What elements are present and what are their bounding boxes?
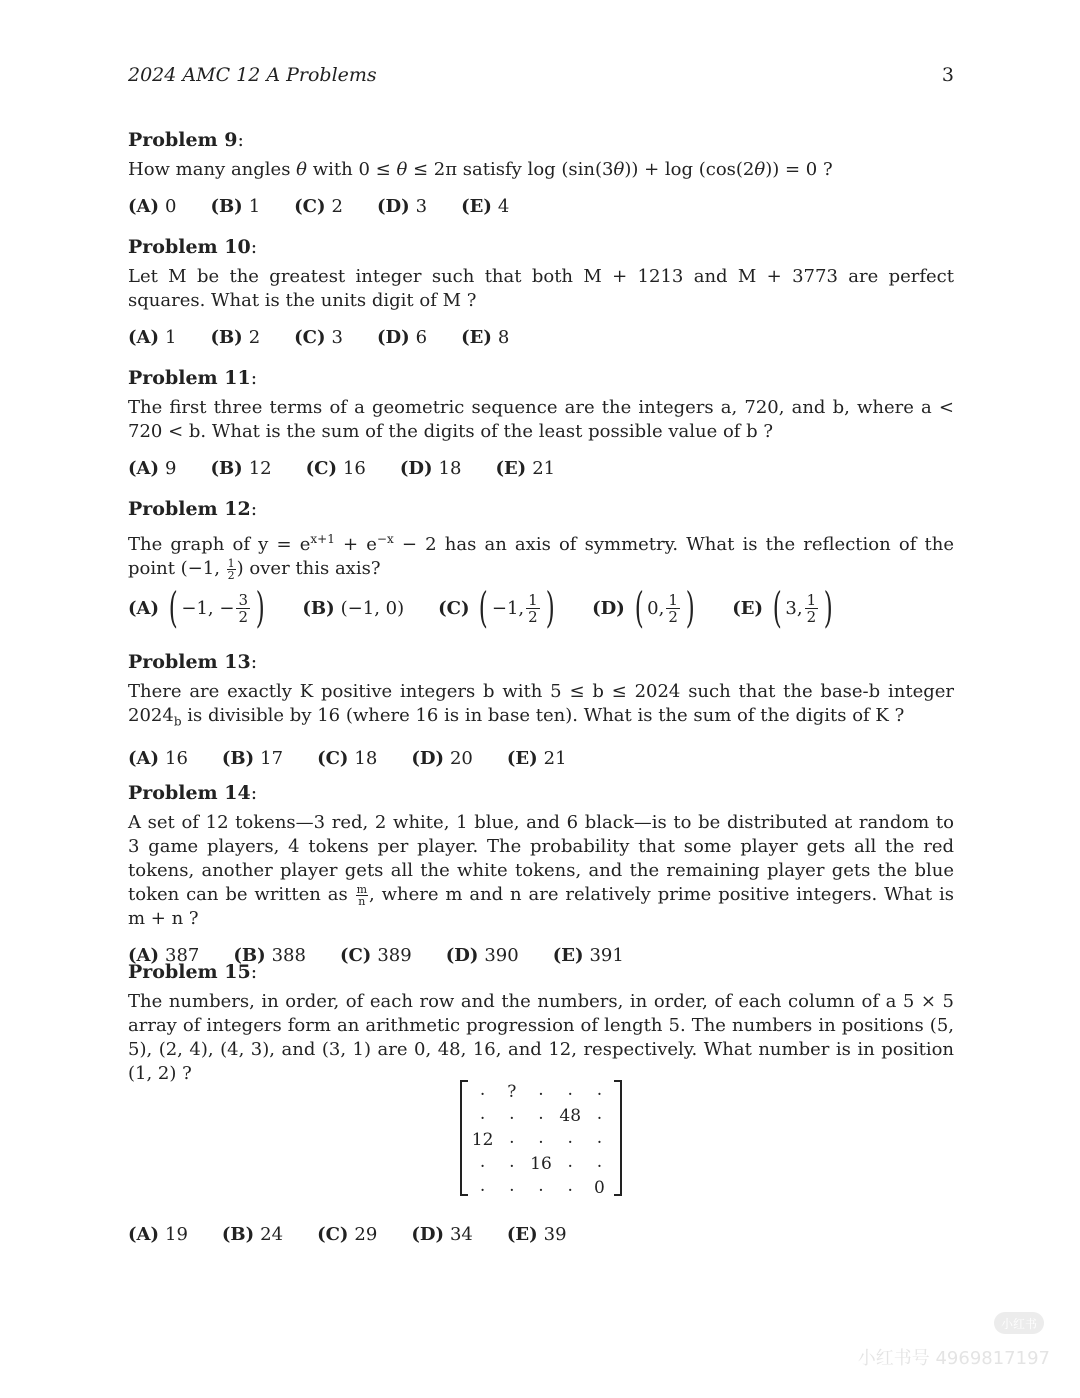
- choice-e: (E) 4: [461, 196, 510, 217]
- answer-choices: [128, 196, 954, 217]
- problem-text: The first three terms of a geometric sequence are the integers a, 720, and b, where a < 720 < b. What is the sum of the digits of the least possible value of b ?: [128, 397, 954, 442]
- answer-choices: [128, 327, 954, 348]
- document-title: 2024 AMC 12 A Problems: [128, 64, 377, 86]
- page-number: 3: [941, 64, 954, 86]
- matrix-cell: .: [479, 1152, 486, 1172]
- problem-9: [128, 128, 954, 217]
- matrix-cell: 0: [593, 1178, 605, 1198]
- answer-choices: [128, 583, 954, 632]
- choice-a: (A) 19: [128, 1224, 188, 1245]
- choice-e: (E) 391: [552, 945, 624, 966]
- problem-title: Problem 14:: [128, 782, 258, 804]
- matrix-cell: .: [538, 1104, 544, 1124]
- page-header: [128, 64, 954, 86]
- answer-choices: [128, 748, 954, 769]
- choice-e: (E) 8: [461, 327, 510, 348]
- choice-a: (A) 1: [128, 327, 177, 348]
- matrix-cell: 16: [530, 1154, 552, 1174]
- choice-b: (B) 388: [233, 945, 306, 966]
- choice-b: (B) 12: [210, 458, 272, 479]
- choice-d: (D) 18: [399, 458, 462, 479]
- matrix-cell: .: [509, 1128, 515, 1148]
- problem-10: [128, 235, 954, 348]
- matrix-cell: .: [567, 1152, 573, 1172]
- matrix-cell: .: [509, 1152, 515, 1172]
- problem-14: [128, 781, 954, 966]
- matrix-cell: .: [538, 1176, 544, 1196]
- matrix-cell: .: [567, 1128, 573, 1148]
- problem-13: [128, 650, 954, 769]
- choice-e: (E) 21: [506, 747, 567, 769]
- choice-d: (D) 6: [376, 327, 428, 348]
- matrix-cell: 48: [559, 1106, 582, 1126]
- choice-d: (D) ( 0, $\frac{1}{2}$ ): [592, 583, 695, 632]
- problem-11: [128, 366, 954, 479]
- choice-c: (C) ( −1, $\frac{1}{2}$ ): [438, 583, 555, 632]
- matrix-cell: 12: [471, 1130, 494, 1150]
- matrix-cell: .: [596, 1128, 603, 1148]
- choice-c: (C) 389: [339, 945, 412, 966]
- matrix-cell: .: [596, 1080, 603, 1100]
- problem-title: Problem 9:: [128, 129, 244, 151]
- matrix-cell: .: [538, 1080, 544, 1100]
- choice-d: (D) 20: [411, 747, 473, 769]
- answer-choices: [128, 458, 954, 479]
- matrix-cell: .: [479, 1104, 486, 1124]
- matrix-cell: .: [509, 1104, 515, 1124]
- matrix-cell: ?: [507, 1082, 517, 1102]
- problem-text: Let M be the greatest integer such that both M + 1213 and M + 3773 are perfect squares. What is the units digit of M ?: [128, 266, 954, 311]
- choice-b: (B) 1: [210, 196, 261, 217]
- choice-c: (C) 18: [317, 747, 378, 769]
- choice-a: (A) 387: [128, 945, 200, 966]
- choice-c: (C) 29: [317, 1224, 378, 1245]
- choice-e: (E) 21: [495, 458, 556, 479]
- matrix-cell: .: [479, 1080, 486, 1100]
- choice-d: (D) 390: [445, 945, 519, 966]
- choice-b: (B) 2: [210, 327, 261, 348]
- watermark-text: 小红书号 4969817197: [857, 1348, 1050, 1369]
- choice-d: (D) 34: [411, 1224, 473, 1245]
- choice-b: (B) 17: [221, 747, 284, 769]
- choice-a: (A) 16: [128, 747, 188, 769]
- problem-12: [128, 497, 954, 632]
- problem-text: There are exactly K positive integers b with 5 ≤ b ≤ 2024 such that the base-b integer $2024_b$ is divisible by 16 (where 16 is in base ten). What is the sum of the digits of K ?: [128, 681, 954, 729]
- matrix-cell: .: [509, 1176, 515, 1196]
- choice-d: (D) 3: [376, 196, 428, 217]
- problem-title: Problem 13:: [128, 651, 258, 673]
- problem-text: The graph of $y = e^{x+1} + e^{-x} - 2$ has an axis of symmetry. What is the reflection of the point (−1, $\frac{1}{2}$ ) over this axis?: [128, 532, 954, 582]
- choice-e: (E) ( 3, $\frac{1}{2}$ ): [732, 583, 833, 632]
- problem-title: Problem 11:: [128, 367, 258, 389]
- problem-title: Problem 12:: [128, 498, 258, 520]
- matrix-cell: .: [596, 1104, 603, 1124]
- choice-a: (A) ( −1, − $\frac{3}{2}$ ): [128, 583, 265, 632]
- matrix-cell: .: [538, 1128, 544, 1148]
- choice-b: (B) (−1, 0): [302, 597, 405, 619]
- matrix-cell: .: [479, 1176, 486, 1196]
- matrix-grid: [468, 1080, 614, 1196]
- matrix-cell: .: [567, 1176, 573, 1196]
- answer-choices: [128, 1224, 954, 1245]
- matrix-cell: .: [567, 1080, 573, 1100]
- watermark-logo: 小红书: [994, 1312, 1044, 1334]
- choice-a: (A) 9: [128, 458, 177, 479]
- problem-15: [128, 960, 954, 1086]
- problem-text: A set of 12 tokens—3 red, 2 white, 1 blue, and 6 black—is to be distributed at random to 3 game players, 4 tokens per player. The probability that some player gets all the red tokens, another player gets all the white tokens, and the remaining player gets the blue token can be written as $\frac{m}{n}$ , where m and n are relatively prime positive integers. What is m + n ?: [128, 812, 954, 929]
- problem-text: How many angles θ with 0 ≤ θ ≤ 2π satisfy log (sin(3θ)) + log (cos(2θ)) = 0 ?: [128, 159, 833, 180]
- choice-b: (B) 24: [221, 1224, 284, 1245]
- problem-title: Problem 15:: [128, 961, 258, 983]
- problem-text: The numbers, in order, of each row and the numbers, in order, of each column of a 5 × 5 array of integers form an arithmetic progression of length 5. The numbers in positions (5, 5), (2, 4), (4, 3), and (3, 1) are 0, 48, 16, and 12, respectively. What number is in position (1, 2) ?: [128, 991, 954, 1084]
- choice-c: (C) 16: [305, 458, 366, 479]
- choice-c: (C) 2: [294, 196, 343, 217]
- choice-a: (A) 0: [128, 196, 177, 217]
- choice-e: (E) 39: [506, 1224, 567, 1245]
- problem-15-choices: [128, 1210, 954, 1245]
- array-matrix: [460, 1080, 622, 1196]
- matrix-cell: .: [596, 1152, 603, 1172]
- problem-title: Problem 10:: [128, 236, 258, 258]
- choice-c: (C) 3: [294, 327, 343, 348]
